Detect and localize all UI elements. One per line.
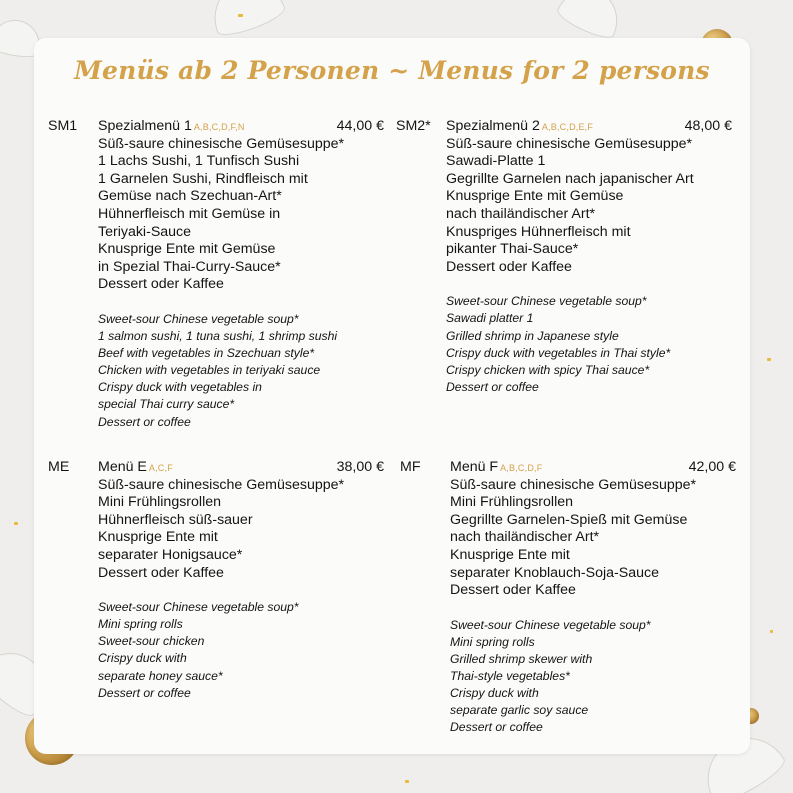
german-line: Dessert oder Kaffee bbox=[446, 258, 572, 275]
english-line: Sweet-sour Chinese vegetable soup* bbox=[98, 311, 299, 326]
english-line: Sweet-sour Chinese vegetable soup* bbox=[450, 617, 651, 632]
german-line: Hühnerfleisch süß-sauer bbox=[98, 511, 253, 528]
german-description bbox=[446, 136, 732, 277]
german-description bbox=[450, 477, 736, 600]
english-line: Crispy duck with bbox=[98, 651, 187, 666]
page-title: Menüs ab 2 Personen ~ Menus for 2 persons bbox=[74, 56, 710, 85]
german-line: Gegrillte Garnelen-Spieß mit Gemüse bbox=[450, 511, 688, 528]
german-line: Knusprige Ente mit bbox=[450, 546, 570, 563]
german-line: 1 Lachs Sushi, 1 Tunfisch Sushi bbox=[98, 153, 300, 170]
german-line: nach thailändischer Art* bbox=[446, 205, 596, 222]
german-description bbox=[98, 136, 384, 294]
english-line: Sawadi platter 1 bbox=[446, 311, 534, 326]
menu-card bbox=[34, 38, 750, 754]
menu-name: Menü E bbox=[98, 459, 147, 475]
english-line: Crispy duck with vegetables in bbox=[98, 380, 262, 395]
german-line: Süß-saure chinesische Gemüsesuppe* bbox=[446, 135, 693, 152]
german-line: Knusprige Ente mit bbox=[98, 529, 218, 546]
menu-name: Spezialmenü 2 bbox=[446, 118, 540, 134]
german-line: in Spezial Thai-Curry-Sauce* bbox=[98, 258, 281, 275]
menu-body bbox=[450, 459, 736, 736]
gold-speck bbox=[14, 522, 18, 525]
german-line: nach thailändischer Art* bbox=[450, 529, 600, 546]
german-line: Gemüse nach Szechuan-Art* bbox=[98, 188, 282, 205]
german-line: separater Knoblauch-Soja-Sauce bbox=[450, 564, 660, 581]
gold-speck bbox=[238, 14, 243, 17]
menu-body bbox=[98, 459, 384, 702]
menu-body bbox=[446, 118, 732, 396]
gold-speck bbox=[405, 780, 409, 783]
menu-name-row bbox=[450, 459, 736, 477]
german-line: Dessert oder Kaffee bbox=[98, 276, 224, 293]
gold-speck bbox=[767, 358, 771, 361]
menu-body bbox=[98, 118, 384, 431]
german-line: Hühnerfleisch mit Gemüse in bbox=[98, 205, 281, 222]
english-line: Sweet-sour Chinese vegetable soup* bbox=[446, 294, 647, 309]
english-line: Dessert or coffee bbox=[98, 685, 191, 700]
english-line: Crispy duck with bbox=[450, 686, 539, 701]
allergen-codes: A,B,C,D,F,N bbox=[193, 122, 245, 132]
english-line: Dessert or coffee bbox=[450, 720, 543, 735]
allergen-codes: A,B,C,D,E,F bbox=[541, 122, 594, 132]
german-line: Knuspriges Hühnerfleisch mit bbox=[446, 223, 631, 240]
english-description bbox=[450, 617, 736, 737]
german-line: Dessert oder Kaffee bbox=[450, 582, 576, 599]
menu-code: MF bbox=[400, 459, 421, 475]
menu-code: ME bbox=[48, 459, 70, 475]
english-line: Crispy duck with vegetables in Thai style* bbox=[446, 345, 671, 360]
menu-code: SM2* bbox=[396, 118, 431, 134]
english-description bbox=[446, 293, 732, 396]
german-line: Knusprige Ente mit Gemüse bbox=[446, 188, 624, 205]
allergen-codes: A,C,F bbox=[148, 463, 173, 473]
english-line: Dessert or coffee bbox=[446, 379, 539, 394]
gold-speck bbox=[770, 630, 773, 633]
german-line: Teriyaki-Sauce bbox=[98, 223, 192, 240]
german-description bbox=[98, 477, 384, 583]
english-line: Grilled shrimp in Japanese style bbox=[446, 328, 619, 343]
english-line: Mini spring rolls bbox=[98, 617, 183, 632]
english-line: Crispy chicken with spicy Thai sauce* bbox=[446, 362, 650, 377]
menu-name-row bbox=[98, 118, 384, 136]
english-line: Beef with vegetables in Szechuan style* bbox=[98, 346, 315, 361]
english-line: Grilled shrimp skewer with bbox=[450, 651, 593, 666]
german-line: Süß-saure chinesische Gemüsesuppe* bbox=[450, 476, 697, 493]
english-line: Sweet-sour chicken bbox=[98, 634, 205, 649]
german-line: Mini Frühlingsrollen bbox=[98, 494, 222, 511]
menu-name-row bbox=[98, 459, 384, 477]
german-line: 1 Garnelen Sushi, Rindfleisch mit bbox=[98, 170, 308, 187]
german-line: pikanter Thai-Sauce* bbox=[446, 241, 579, 258]
menu-price: 38,00 € bbox=[336, 459, 384, 475]
english-line: 1 salmon sushi, 1 tuna sushi, 1 shrimp sushi bbox=[98, 329, 338, 344]
german-line: Süß-saure chinesische Gemüsesuppe* bbox=[98, 135, 345, 152]
english-line: separate garlic soy sauce bbox=[450, 703, 589, 718]
english-line: special Thai curry sauce* bbox=[98, 397, 235, 412]
menu-price: 42,00 € bbox=[688, 459, 736, 475]
german-line: Gegrillte Garnelen nach japanischer Art bbox=[446, 170, 694, 187]
english-line: Dessert or coffee bbox=[98, 414, 191, 429]
menu-name: Menü F bbox=[450, 459, 499, 475]
english-description bbox=[98, 599, 384, 702]
ginkgo-leaf-icon bbox=[554, 0, 628, 43]
menu-price: 48,00 € bbox=[684, 118, 732, 134]
german-line: separater Honigsauce* bbox=[98, 546, 243, 563]
allergen-codes: A,B,C,D,F bbox=[500, 463, 543, 473]
english-line: Sweet-sour Chinese vegetable soup* bbox=[98, 600, 299, 615]
german-line: Süß-saure chinesische Gemüsesuppe* bbox=[98, 476, 345, 493]
english-line: Chicken with vegetables in teriyaki sauce bbox=[98, 363, 321, 378]
menu-code: SM1 bbox=[48, 118, 78, 134]
german-line: Sawadi-Platte 1 bbox=[446, 153, 546, 170]
english-line: separate honey sauce* bbox=[98, 668, 223, 683]
menu-price: 44,00 € bbox=[336, 118, 384, 134]
english-line: Mini spring rolls bbox=[450, 634, 535, 649]
german-line: Mini Frühlingsrollen bbox=[450, 494, 574, 511]
menu-name: Spezialmenü 1 bbox=[98, 118, 192, 134]
german-line: Dessert oder Kaffee bbox=[98, 564, 224, 581]
german-line: Knusprige Ente mit Gemüse bbox=[98, 241, 276, 258]
menu-name-row bbox=[446, 118, 732, 136]
english-description bbox=[98, 311, 384, 431]
english-line: Thai-style vegetables* bbox=[450, 669, 570, 684]
ginkgo-leaf-icon bbox=[204, 0, 288, 41]
